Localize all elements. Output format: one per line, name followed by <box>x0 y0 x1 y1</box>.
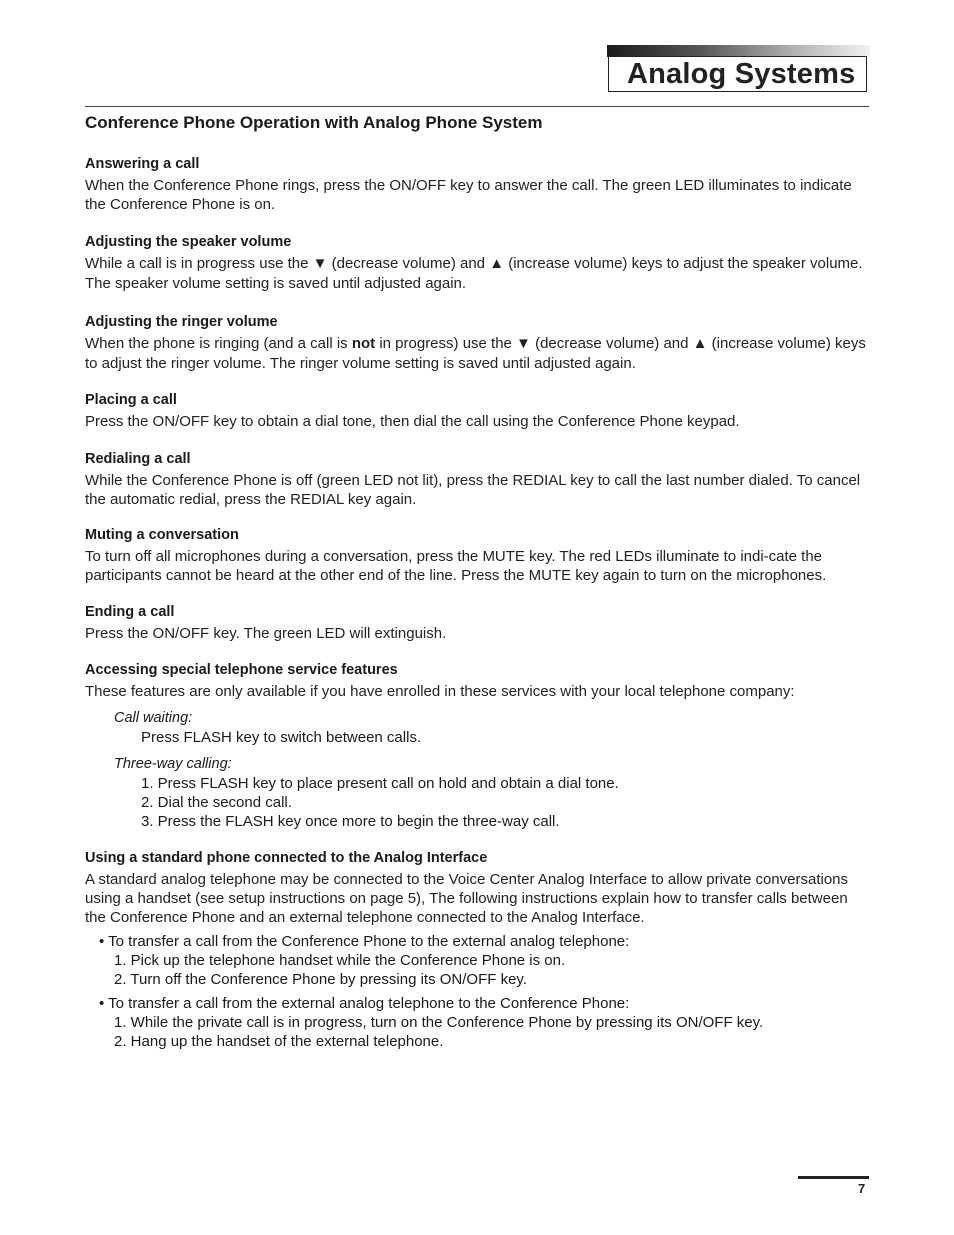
section-title: Adjusting the speaker volume <box>85 234 292 250</box>
section-text: When the Conference Phone rings, press the ON/OFF key to answer the call. The green LED illuminates to indicate the Conference Phone is on. <box>85 177 852 213</box>
page-heading: Conference Phone Operation with Analog Phone System <box>85 113 543 132</box>
header-title: Analog Systems <box>627 58 856 90</box>
list-item: 1. While the private call is in progress, turn on the Conference Phone by pressing its ON/OFF key. <box>114 1014 764 1031</box>
section-title: Adjusting the ringer volume <box>85 314 278 330</box>
emphasis-not: not <box>351 335 376 352</box>
bullet2-steps <box>114 1013 869 1051</box>
section-standard-phone <box>85 848 869 1051</box>
bullet1-steps <box>114 951 869 989</box>
section-text: These features are only available if you have enrolled in these services with your local telephone company: <box>85 683 795 700</box>
section-muting <box>85 525 869 585</box>
section-answering <box>85 154 869 214</box>
section-placing <box>85 390 869 431</box>
page-content <box>85 111 869 1051</box>
footer-rule <box>798 1176 869 1179</box>
header-title-box <box>608 56 867 92</box>
three-way-steps <box>141 774 869 831</box>
section-ending <box>85 602 869 643</box>
bullet-item: • To transfer a call from the Conference Phone to the external analog telephone: <box>99 933 630 950</box>
list-item: 2. Dial the second call. <box>141 794 292 811</box>
section-title: Redialing a call <box>85 451 191 467</box>
call-waiting-text: Press FLASH key to switch between calls. <box>141 729 422 746</box>
list-item: 1. Pick up the telephone handset while the Conference Phone is on. <box>114 952 566 969</box>
section-text <box>85 334 869 374</box>
section-title: Muting a conversation <box>85 527 239 543</box>
section-text: While a call is in progress use the ▼ (decrease volume) and ▲ (increase volume) keys to adjust the speaker volume. The speaker volume setting is saved until adjusted again. <box>85 255 863 292</box>
bullet-item: • To transfer a call from the external analog telephone to the Conference Phone: <box>99 995 630 1012</box>
section-text: While the Conference Phone is off (green LED not lit), press the REDIAL key to call the last number dialed. To cancel the automatic redial, press the REDIAL key again. <box>85 472 861 508</box>
section-title: Ending a call <box>85 604 175 620</box>
section-text: Press the ON/OFF key. The green LED will extinguish. <box>85 625 447 642</box>
section-text: A standard analog telephone may be connected to the Voice Center Analog Interface to allow private conversations using a handset (see setup instructions on page 5), The following instructions explain how to transfer calls between the Conference Phone and an external telephone connected to the Analog Interface. <box>85 871 849 926</box>
section-ringer-volume <box>85 312 869 374</box>
section-title: Answering a call <box>85 156 200 172</box>
top-divider <box>85 106 869 107</box>
section-special-features <box>85 660 869 831</box>
three-way-label: Three-way calling: <box>114 756 232 772</box>
text-part: When the phone is ringing (and a call is <box>85 335 352 352</box>
section-title: Using a standard phone connected to the Analog Interface <box>85 850 488 866</box>
section-redialing <box>85 449 869 509</box>
list-item: 2. Turn off the Conference Phone by pressing its ON/OFF key. <box>114 971 527 988</box>
text-part: in progress) use the ▼ (decrease volume) and ▲ (increase volume) keys to adjust the ringer volume. The ringer volume setting is saved until adjusted again. <box>85 335 866 372</box>
section-title: Accessing special telephone service features <box>85 662 398 678</box>
list-item: 2. Hang up the handset of the external telephone. <box>114 1033 444 1050</box>
call-waiting-label: Call waiting: <box>114 710 193 726</box>
section-text: Press the ON/OFF key to obtain a dial tone, then dial the call using the Conference Phone keypad. <box>85 413 740 430</box>
list-item: 3. Press the FLASH key once more to begin the three-way call. <box>141 813 560 830</box>
section-speaker-volume <box>85 232 869 294</box>
list-item: 1. Press FLASH key to place present call on hold and obtain a dial tone. <box>141 775 619 792</box>
page-number: 7 <box>858 1181 866 1196</box>
section-title: Placing a call <box>85 392 177 408</box>
section-text: To turn off all microphones during a conversation, press the MUTE key. The red LEDs illuminate to indi-cate the participants cannot be heard at the other end of the line. Press the MUTE key again to turn on the microphones. <box>85 548 827 584</box>
